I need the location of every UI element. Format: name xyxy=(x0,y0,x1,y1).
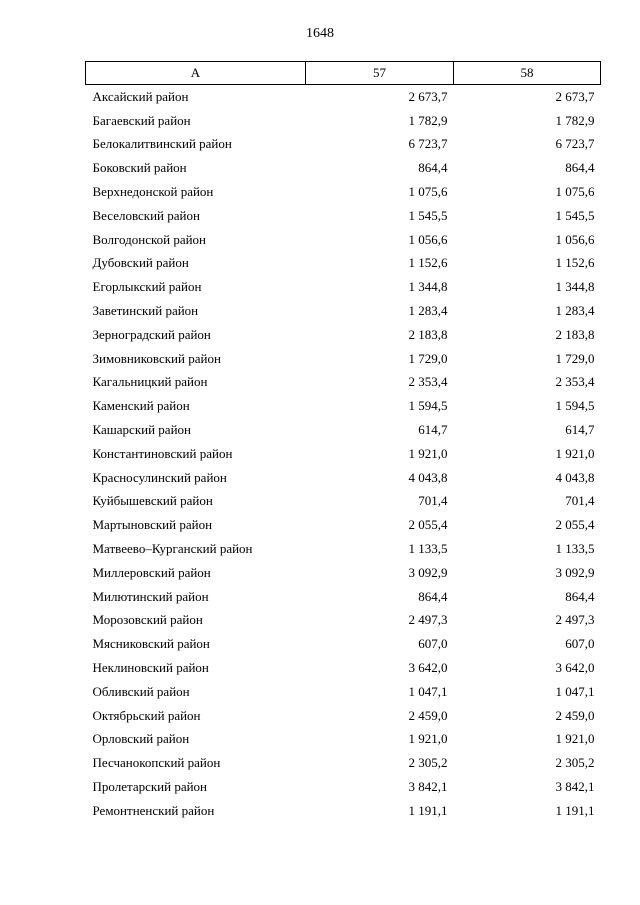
value-58-cell: 2 183,8 xyxy=(555,326,595,342)
header-cell-a: А xyxy=(86,62,306,85)
table-body xyxy=(86,85,601,823)
value-57-cell: 1 729,0 xyxy=(408,350,448,366)
value-58-cell: 864,4 xyxy=(565,160,595,176)
district-name-cell: Волгодонской район xyxy=(92,231,207,247)
value-58-cell: 1 283,4 xyxy=(555,303,595,319)
value-58-cell: 2 497,3 xyxy=(555,612,595,628)
value-58-cell: 3 092,9 xyxy=(555,564,595,580)
value-57-cell: 3 092,9 xyxy=(408,564,448,580)
table-row xyxy=(86,204,601,228)
value-57-cell: 1 047,1 xyxy=(408,683,448,699)
value-57-cell: 6 723,7 xyxy=(408,136,448,152)
value-58-cell: 2 305,2 xyxy=(555,755,595,771)
value-58-cell: 1 191,1 xyxy=(555,802,595,818)
value-58-cell: 4 043,8 xyxy=(555,469,595,485)
table-row xyxy=(86,561,601,585)
district-name-cell: Егорлыкский район xyxy=(92,279,202,295)
value-57-cell: 1 921,0 xyxy=(408,731,448,747)
value-57-cell: 1 133,5 xyxy=(408,541,448,557)
value-58-cell: 6 723,7 xyxy=(555,136,595,152)
value-57-cell: 2 055,4 xyxy=(408,517,448,533)
value-57-cell: 1 075,6 xyxy=(408,184,448,200)
header-row xyxy=(86,62,601,85)
district-name-cell: Белокалитвинский район xyxy=(92,136,232,152)
value-58-cell: 1 075,6 xyxy=(555,184,595,200)
district-name-cell: Верхнедонской район xyxy=(92,184,214,200)
table-row xyxy=(86,728,601,752)
district-name-cell: Каменский район xyxy=(92,398,190,414)
table-row xyxy=(86,109,601,133)
district-name-cell: Веселовский район xyxy=(92,207,200,223)
value-58-cell: 1 921,0 xyxy=(555,731,595,747)
value-57-cell: 2 673,7 xyxy=(408,88,448,104)
value-57-cell: 1 152,6 xyxy=(408,255,448,271)
value-58-cell: 2 055,4 xyxy=(555,517,595,533)
header-cell-57: 57 xyxy=(306,62,454,85)
value-57-cell: 864,4 xyxy=(418,160,448,176)
table-row xyxy=(86,632,601,656)
table-header xyxy=(86,62,601,85)
table-row xyxy=(86,252,601,276)
value-58-cell: 701,4 xyxy=(565,493,595,509)
district-name-cell: Мартыновский район xyxy=(92,517,213,533)
table-row xyxy=(86,418,601,442)
value-58-cell: 607,0 xyxy=(565,636,595,652)
table-row xyxy=(86,347,601,371)
value-57-cell: 614,7 xyxy=(418,422,448,438)
district-name-cell: Зерноградский район xyxy=(92,326,211,342)
district-name-cell: Морозовский район xyxy=(92,612,203,628)
value-57-cell: 2 353,4 xyxy=(408,374,448,390)
value-58-cell: 3 842,1 xyxy=(555,779,595,794)
value-58-cell: 2 353,4 xyxy=(555,374,595,390)
table-row xyxy=(86,394,601,418)
table-row xyxy=(86,466,601,490)
value-57-cell: 1 545,5 xyxy=(408,207,448,223)
table-row xyxy=(86,490,601,514)
value-57-cell: 701,4 xyxy=(418,493,448,509)
table-row xyxy=(86,323,601,347)
value-58-cell: 1 344,8 xyxy=(555,279,595,295)
value-58-cell: 1 047,1 xyxy=(555,683,595,699)
table-row xyxy=(86,299,601,323)
value-57-cell: 607,0 xyxy=(418,636,448,652)
header-cell-58: 58 xyxy=(454,62,601,85)
value-58-cell: 1 782,9 xyxy=(555,112,595,128)
value-58-cell: 1 594,5 xyxy=(555,398,595,414)
district-name-cell: Обливский район xyxy=(92,683,190,699)
table-row xyxy=(86,537,601,561)
district-name-cell: Миллеровский район xyxy=(92,564,211,580)
value-58-cell: 1 729,0 xyxy=(555,350,595,366)
district-name-cell: Мясниковский район xyxy=(92,636,210,652)
value-57-cell: 1 283,4 xyxy=(408,303,448,319)
table-row xyxy=(86,228,601,252)
table-row xyxy=(86,609,601,633)
table-row xyxy=(86,513,601,537)
district-name-cell: Константиновский район xyxy=(92,445,233,461)
district-name-cell: Заветинский район xyxy=(92,303,199,319)
value-58-cell: 3 642,0 xyxy=(555,660,595,676)
value-57-cell: 2 497,3 xyxy=(408,612,448,628)
district-name-cell: Неклиновский район xyxy=(92,660,209,676)
district-name-cell: Милютинский район xyxy=(92,588,209,604)
value-57-cell: 4 043,8 xyxy=(408,469,448,485)
value-58-cell: 2 673,7 xyxy=(555,88,595,104)
value-58-cell: 1 152,6 xyxy=(555,255,595,271)
district-name-cell: Куйбышевский район xyxy=(92,493,213,509)
table-row xyxy=(86,585,601,609)
value-57-cell: 864,4 xyxy=(418,588,448,604)
district-name-cell: Красносулинский район xyxy=(92,469,227,485)
district-name-cell: Боковский район xyxy=(92,160,187,176)
value-57-cell: 2 459,0 xyxy=(408,707,448,723)
district-name-cell: Аксайский район xyxy=(92,88,189,104)
table-row xyxy=(86,180,601,204)
table-row xyxy=(86,656,601,680)
district-name-cell: Песчанокопский район xyxy=(92,755,221,771)
district-name-cell: Орловский район xyxy=(92,731,190,747)
table-row xyxy=(86,85,601,109)
table-row xyxy=(86,133,601,157)
value-57-cell: 1 921,0 xyxy=(408,445,448,461)
value-58-cell: 864,4 xyxy=(565,588,595,604)
district-name-cell: Кагальницкий район xyxy=(92,374,208,390)
district-name-cell: Дубовский район xyxy=(92,255,189,271)
value-57-cell: 1 191,1 xyxy=(408,802,448,818)
value-57-cell: 3 642,0 xyxy=(408,660,448,676)
district-table xyxy=(85,61,601,823)
district-name-cell: Багаевский район xyxy=(92,112,191,128)
district-name-cell: Зимовниковский район xyxy=(92,350,221,366)
value-57-cell: 1 344,8 xyxy=(408,279,448,295)
value-58-cell: 2 459,0 xyxy=(555,707,595,723)
page-number: 1648 xyxy=(306,26,334,41)
value-57-cell: 1 782,9 xyxy=(408,112,448,128)
table-row xyxy=(86,751,601,775)
district-name-cell: Матвеево–Курганский район xyxy=(92,541,253,557)
value-57-cell: 3 842,1 xyxy=(408,779,448,794)
table-row xyxy=(86,371,601,395)
table-row xyxy=(86,799,601,823)
table-row xyxy=(86,275,601,299)
district-name-cell: Кашарский район xyxy=(92,422,191,438)
district-name-cell: Октябрьский район xyxy=(92,707,201,723)
value-58-cell: 1 545,5 xyxy=(555,207,595,223)
table-row xyxy=(86,704,601,728)
table-row xyxy=(86,156,601,180)
value-58-cell: 1 921,0 xyxy=(555,445,595,461)
district-name-cell: Ремонтненский район xyxy=(92,802,215,818)
table-row xyxy=(86,775,601,799)
value-57-cell: 2 305,2 xyxy=(408,755,448,771)
table-row xyxy=(86,680,601,704)
table-row xyxy=(86,442,601,466)
district-name-cell: Пролетарский район xyxy=(92,779,208,794)
value-57-cell: 1 056,6 xyxy=(408,231,448,247)
value-58-cell: 1 056,6 xyxy=(555,231,595,247)
value-58-cell: 1 133,5 xyxy=(555,541,595,557)
value-57-cell: 1 594,5 xyxy=(408,398,448,414)
value-58-cell: 614,7 xyxy=(565,422,595,438)
value-57-cell: 2 183,8 xyxy=(408,326,448,342)
